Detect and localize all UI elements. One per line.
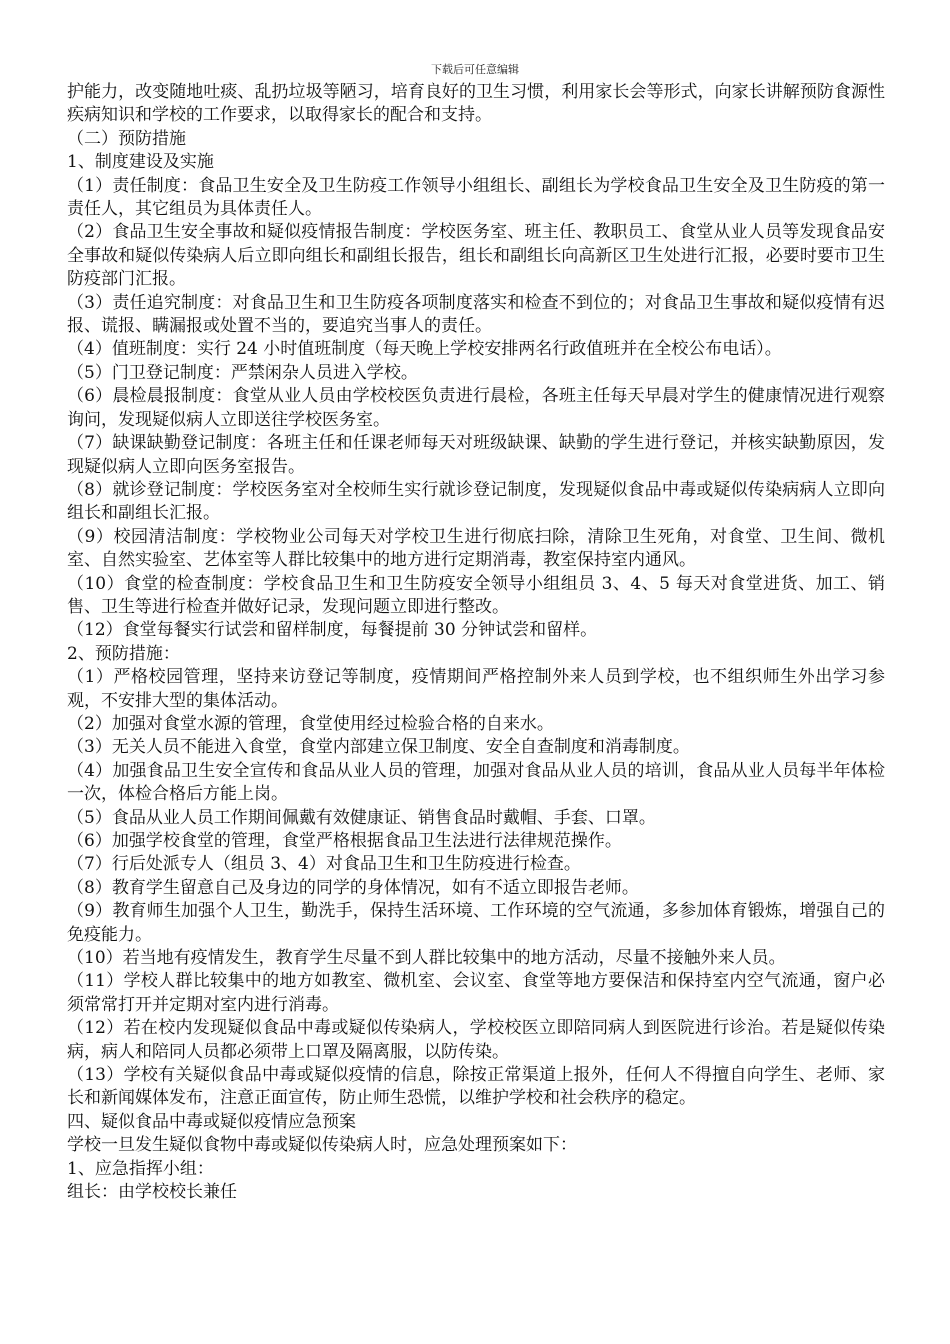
section-heading: 四、疑似食品中毒或疑似疫情应急预案	[67, 1111, 356, 1132]
list-item: （9）教育师生加强个人卫生，勤洗手，保持生活环境、工作环境的空气流通，多参加体育锻炼，增强自己的免疫能力。	[67, 901, 885, 945]
subsection-heading: 2、预防措施：	[67, 643, 180, 664]
paragraph: 组长：由学校校长兼任	[67, 1182, 237, 1203]
list-item: （3）责任追究制度：对食品卫生和卫生防疫各项制度落实和检查不到位的；对食品卫生事故和疑似疫情有迟报、谎报、瞒漏报或处置不当的，要追究当事人的责任。	[67, 292, 885, 337]
list-item: （6）晨检晨报制度：食堂从业人员由学校校医负责进行晨检，各班主任每天早晨对学生的健康情况进行观察询问，发现疑似病人立即送往学校医务室。	[67, 386, 885, 430]
list-item: （5）门卫登记制度：严禁闲杂人员进入学校。	[67, 362, 418, 383]
list-item: （3）无关人员不能进入食堂，食堂内部建立保卫制度、安全自查制度和消毒制度。	[67, 737, 690, 758]
list-item: （2）加强对食堂水源的管理，食堂使用经过检验合格的自来水。	[67, 713, 554, 734]
list-item: （4）加强食品卫生安全宣传和食品从业人员的管理，加强对食品从业人员的培训，食品从业人员每半年体检一次，体检合格后方能上岗。	[67, 760, 885, 805]
list-item: （1）责任制度：食品卫生安全及卫生防疫工作领导小组组长、副组长为学校食品卫生安全及卫生防疫的第一责任人，其它组员为具体责任人。	[67, 175, 885, 220]
list-item: （4）值班制度：实行 24 小时值班制度（每天晚上学校安排两名行政值班并在全校公布电话）。	[67, 339, 782, 360]
list-item: （10）食堂的检查制度：学校食品卫生和卫生防疫安全领导小组组员 3、4、5 每天对食堂进货、加工、销售、卫生等进行检查并做好记录，发现问题立即进行整改。	[67, 573, 885, 617]
list-item: （8）教育学生留意自己及身边的同学的身体情况，如有不适立即报告老师。	[67, 877, 639, 898]
list-item: （1）严格校园管理，坚持来访登记等制度，疫情期间严格控制外来人员到学校，也不组织师生外出学习参观，不安排大型的集体活动。	[67, 667, 885, 711]
list-item: （12）食堂每餐实行试尝和留样制度，每餐提前 30 分钟试尝和留样。	[67, 620, 598, 641]
list-item: （13）学校有关疑似食品中毒或疑似疫情的信息，除按正常渠道上报外，任何人不得擅自向学生、老师、家长和新闻媒体发布，注意正面宣传，防止师生恐慌，以维护学校和社会秩序的稳定。	[67, 1065, 885, 1109]
list-item: （7）行后处派专人（组员 3、4）对食品卫生和卫生防疫进行检查。	[67, 854, 581, 875]
list-item: （12）若在校内发现疑似食品中毒或疑似传染病人，学校校医立即陪同病人到医院进行诊治。若是疑似传染病，病人和陪同人员都必须带上口罩及隔离服，以防传染。	[67, 1018, 885, 1062]
list-item: （8）就诊登记制度：学校医务室对全校师生实行就诊登记制度，发现疑似食品中毒或疑似传染病病人立即向组长和副组长汇报。	[67, 479, 885, 524]
list-item: （2）食品卫生安全事故和疑似疫情报告制度：学校医务室、班主任、教职员工、食堂从业人员等发现食品安全事故和疑似传染病人后立即向组长和副组长报告，组长和副组长向高新区卫生处进行汇报，必要时要市卫生防疫部门汇报。	[67, 222, 885, 290]
list-item: （6）加强学校食堂的管理，食堂严格根据食品卫生法进行法律规范操作。	[67, 831, 622, 851]
document-body	[67, 81, 885, 1205]
paragraph: 学校一旦发生疑似食物中毒或疑似传染病人时，应急处理预案如下：	[67, 1135, 577, 1156]
paragraph: 护能力，改变随地吐痰、乱扔垃圾等陋习，培育良好的卫生习惯，利用家长会等形式，向家长讲解预防食源性疾病知识和学校的工作要求，以取得家长的配合和支持。	[67, 82, 885, 126]
subsection-heading: 1、应急指挥小组：	[67, 1158, 214, 1179]
list-item: （5）食品从业人员工作期间佩戴有效健康证、销售食品时戴帽、手套、口罩。	[67, 807, 656, 828]
page-header: 下载后可任意编辑	[431, 63, 519, 76]
list-item: （11）学校人群比较集中的地方如教室、微机室、会议室、食堂等地方要保洁和保持室内空气流通，窗户必须常常打开并定期对室内进行消毒。	[67, 971, 885, 1015]
list-item: （9）校园清洁制度：学校物业公司每天对学校卫生进行彻底扫除，清除卫生死角，对食堂、卫生间、微机室、自然实验室、艺体室等人群比较集中的地方进行定期消毒，教室保持室内通风。	[67, 526, 885, 571]
section-heading: （二）预防措施	[67, 128, 186, 149]
list-item: （7）缺课缺勤登记制度：各班主任和任课老师每天对班级缺课、缺勤的学生进行登记，并核实缺勤原因，发现疑似病人立即向医务室报告。	[67, 433, 885, 477]
list-item: （10）若当地有疫情发生，教育学生尽量不到人群比较集中的地方活动，尽量不接触外来人员。	[67, 948, 786, 969]
subsection-heading: 1、制度建设及实施	[67, 152, 214, 173]
